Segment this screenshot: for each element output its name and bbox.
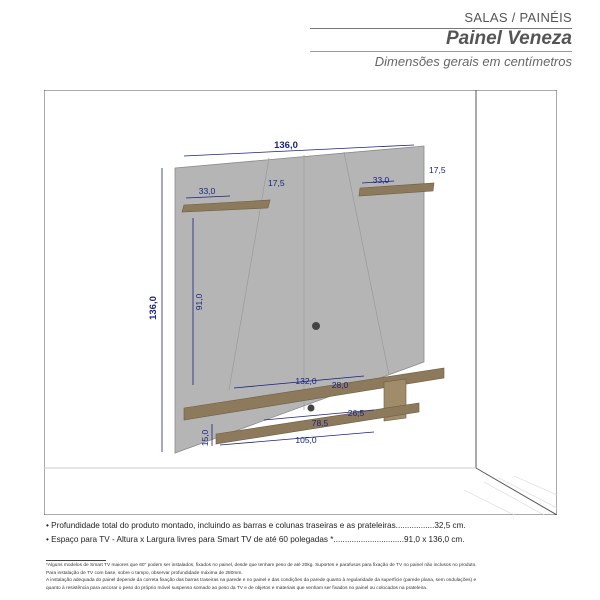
cable-hole-bottom [308, 405, 315, 412]
footnotes [46, 562, 566, 592]
dim-shelf-right-width: 33,0 [372, 175, 390, 185]
product-notes [46, 519, 566, 547]
dim-inner-depth: 26,5 [347, 408, 365, 418]
footnote-3: A instalação adequada do painel depende da correta fixação das barras traseiras na parede e no painel e das condições da parede quanto à regularidade da superfície (parede plana, sem ondulações) e [46, 578, 477, 584]
footnote-1: *Alguns modelos de Smart TV maiores que 60" podem ser instalados, fixados no painel, desde que tenham peso de até 20kg. Suportes e parafusos para fixação de TV no painel não inclusos no produto. [46, 563, 477, 568]
category-label: SALAS / PAINÉIS [464, 10, 572, 25]
floor-pattern [464, 476, 557, 515]
product-subtitle: Dimensões gerais em centímetros [374, 54, 572, 69]
product-title: Painel Veneza [445, 28, 572, 49]
dim-rack-height: 15,0 [200, 429, 210, 447]
note-depth: • Profundidade total do produto montado, incluindo as barras e colunas traseiras e as prateleiras.................32,5 cm. [46, 521, 466, 530]
dim-inner-width: 78,5 [311, 418, 329, 428]
footnote-divider [46, 560, 106, 561]
dim-shelf-left-depth: 17,5 [268, 178, 285, 188]
cable-hole-top [312, 322, 320, 330]
dim-height-total: 136,0 [148, 296, 159, 320]
dim-width-total: 136,0 [274, 140, 298, 151]
dim-shelf-right-depth: 17,5 [429, 165, 446, 175]
footnote-4: quanto à resistência para ancorar o peso do próprio móvel suspenso somado ao peso da TV e de objetos e materiais que venham ser fixados no painel ou colocados na prateleira. [46, 585, 428, 591]
dim-top-depth: 28,0 [331, 380, 349, 390]
header-divider-2 [310, 51, 572, 52]
footnote-2: Para instalação de TV com base, sobre o tampo, observar profundidade máxima de 280mm. [46, 570, 243, 576]
technical-drawing [44, 90, 557, 515]
dim-rack-width: 105,0 [295, 435, 317, 445]
dim-shelf-left-width: 33,0 [198, 186, 216, 196]
dim-tv-height: 91,0 [194, 293, 204, 311]
dim-top-width: 132,0 [295, 376, 317, 386]
note-tv-space: • Espaço para TV - Altura x Largura livres para Smart TV de até 60 polegadas *...............................91,0 x 136,0 cm. [46, 535, 465, 544]
